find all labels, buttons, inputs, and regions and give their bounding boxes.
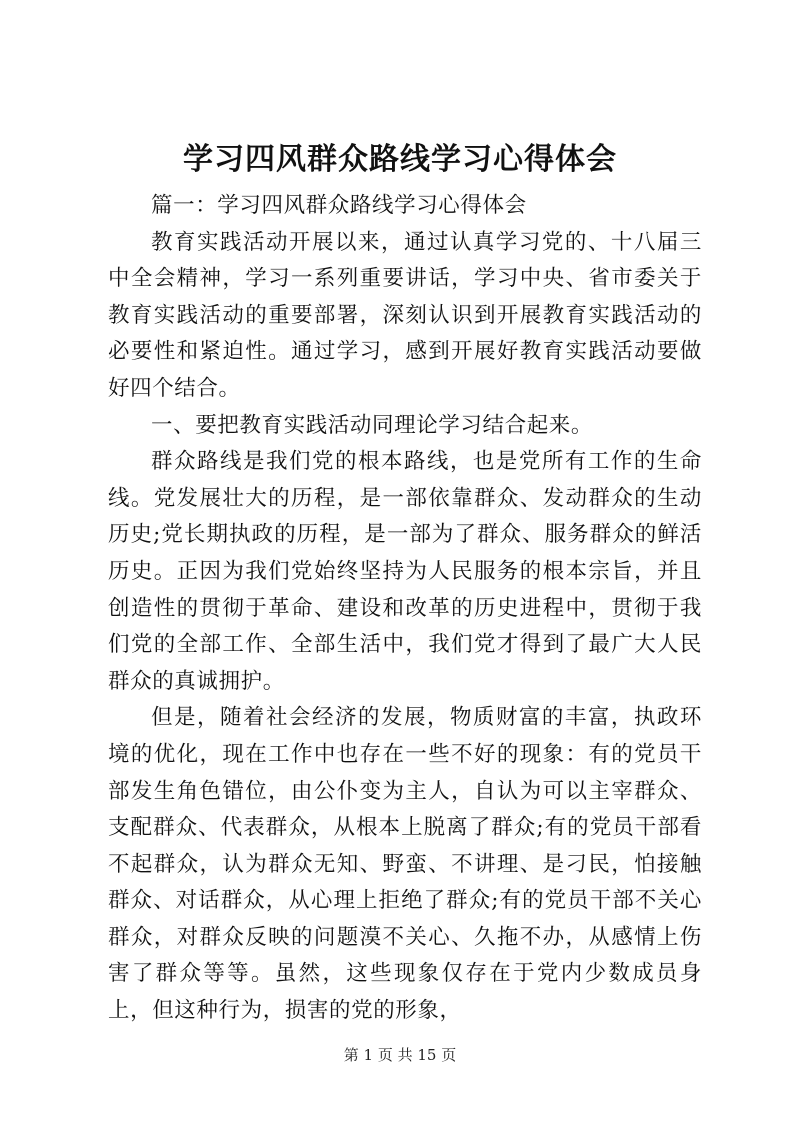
document-title: 学习四风群众路线学习心得体会 — [183, 142, 617, 177]
section-heading: 篇一：学习四风群众路线学习心得体会 — [151, 193, 527, 218]
section-subheading: 一、要把教育实践活动同理论学习结合起来。 — [151, 412, 594, 438]
body-paragraph: 教育实践活动开展以来，通过认真学习党的、十八届三中全会精神，学习一系列重要讲话，学习中央、省市委关于教育实践活动的重要部署，深刻认识到开展教育实践活动的必要性和紧迫性。通过学习，感到开展好教育实践活动要做好四个结合。 — [108, 229, 702, 401]
page-number-footer: 第 1 页 共 15 页 — [343, 1046, 457, 1064]
body-paragraph: 但是，随着社会经济的发展，物质财富的丰富，执政环境的优化，现在工作中也存在一些不好的现象：有的党员干部发生角色错位，由公仆变为主人，自认为可以主宰群众、支配群众、代表群众，从根本上脱离了群众;有的党员干部看不起群众，认为群众无知、野蛮、不讲理、是刁民，怕接触群众、对话群众，从心理上拒绝了群众;有的党员干部不关心群众，对群众反映的问题漠不关心、久拖不办，从感情上伤害了群众等等。虽然，这些现象仅存在于党内少数成员身上，但这种行为，损害的党的形象， — [108, 705, 702, 1024]
document-body — [108, 188, 702, 1030]
body-paragraph: 群众路线是我们党的根本路线，也是党所有工作的生命线。党发展壮大的历程，是一部依靠群众、发动群众的生动历史;党长期执政的历程，是一部为了群众、服务群众的鲜活历史。正因为我们党始终坚持为人民服务的根本宗旨，并且创造性的贯彻于革命、建设和改革的历史进程中，贯彻于我们党的全部工作、全部生活中，我们党才得到了最广大人民群众的真诚拥护。 — [108, 449, 702, 694]
